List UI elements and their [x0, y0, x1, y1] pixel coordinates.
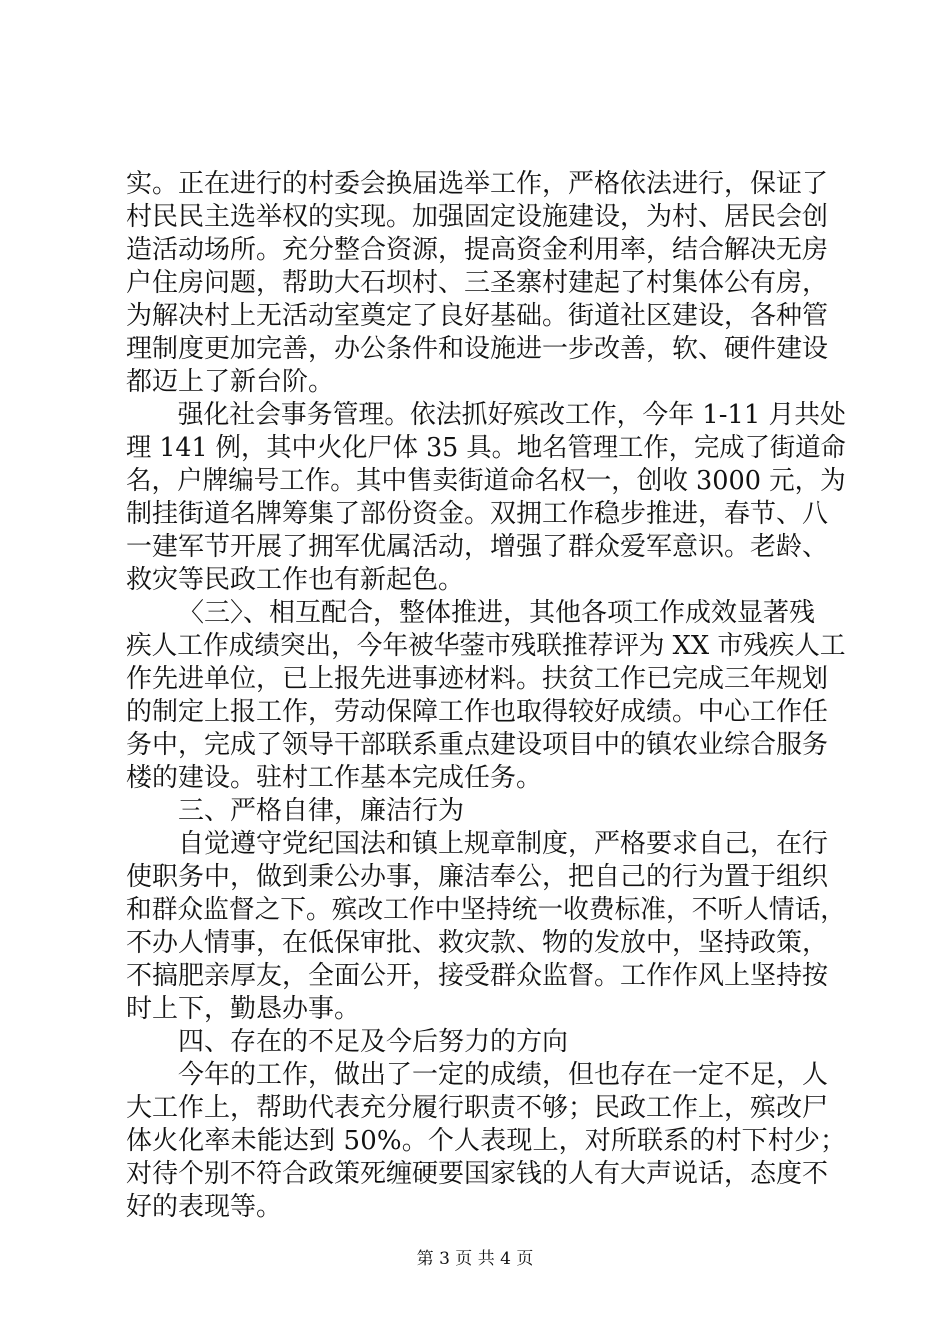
- text-line: 自觉遵守党纪国法和镇上规章制度，严格要求自己，在行: [178, 829, 829, 859]
- text-line: 对待个别不符合政策死缠硬要国家钱的人有大声说话，态度不: [126, 1159, 829, 1189]
- text-line: 不办人情事，在低保审批、救灾款、物的发放中，坚持政策，: [126, 928, 829, 958]
- text-line: 大工作上，帮助代表充分履行职责不够；民政工作上，殡改尸: [126, 1093, 829, 1123]
- text-line: 楼的建设。驻村工作基本完成任务。: [126, 763, 543, 793]
- text-line: 体火化率未能达到 50%。个人表现上，对所联系的村下村少；: [126, 1126, 847, 1156]
- text-line: 好的表现等。: [126, 1192, 283, 1222]
- text-line: 名，户牌编号工作。其中售卖街道命名权一，创收 3000 元，为: [126, 466, 846, 496]
- text-line: 强化社会事务管理。依法抓好殡改工作，今年 1-11 月共处: [177, 400, 846, 430]
- text-line: 今年的工作，做出了一定的成绩，但也存在一定不足，人: [178, 1060, 829, 1090]
- text-line: 务中，完成了领导干部联系重点建设项目中的镇农业综合服务: [126, 730, 829, 760]
- text-line: 制挂街道名牌筹集了部份资金。双拥工作稳步推进，春节、八: [126, 499, 829, 529]
- text-line: 不搞肥亲厚友，全面公开，接受群众监督。工作作风上坚持按: [126, 961, 829, 991]
- text-line: 〈三〉、相互配合，整体推进，其他各项工作成效显著残: [178, 598, 816, 628]
- text-line: 救灾等民政工作也有新起色。: [126, 565, 465, 595]
- text-line: 村民民主选举权的实现。加强固定设施建设，为村、居民会创: [126, 202, 829, 232]
- text-line: 理 141 例，其中火化尸体 35 具。地名管理工作，完成了街道命: [126, 433, 846, 463]
- text-line: 三、严格自律，廉洁行为: [178, 796, 465, 826]
- text-line: 造活动场所。充分整合资源，提高资金利用率，结合解决无房: [126, 235, 829, 265]
- text-line: 为解决村上无活动室奠定了良好基础。街道社区建设，各种管: [126, 301, 829, 331]
- text-line: 和群众监督之下。殡改工作中坚持统一收费标准，不听人情话，: [126, 895, 847, 925]
- text-line: 实。正在进行的村委会换届选举工作，严格依法进行，保证了: [126, 169, 829, 199]
- text-line: 疾人工作成绩突出，今年被华蓥市残联推荐评为 XX 市残疾人工: [126, 631, 846, 661]
- text-line: 使职务中，做到秉公办事，廉洁奉公，把自己的行为置于组织: [126, 862, 829, 892]
- text-line: 户住房问题，帮助大石坝村、三圣寨村建起了村集体公有房，: [126, 268, 829, 298]
- text-line: 理制度更加完善，办公条件和设施进一步改善，软、硬件建设: [126, 334, 829, 364]
- text-line: 的制定上报工作，劳动保障工作也取得较好成绩。中心工作任: [126, 697, 829, 727]
- document-body: [126, 168, 846, 1224]
- text-line: 一建军节开展了拥军优属活动，增强了群众爱军意识。老龄、: [126, 532, 829, 562]
- text-line: 时上下，勤恳办事。: [126, 994, 361, 1024]
- page-footer: 第 3 页 共 4 页: [416, 1249, 534, 1269]
- text-line: 作先进单位，已上报先进事迹材料。扶贫工作已完成三年规划: [126, 664, 829, 694]
- text-line: 都迈上了新台阶。: [126, 367, 335, 397]
- text-line: 四、存在的不足及今后努力的方向: [178, 1027, 569, 1057]
